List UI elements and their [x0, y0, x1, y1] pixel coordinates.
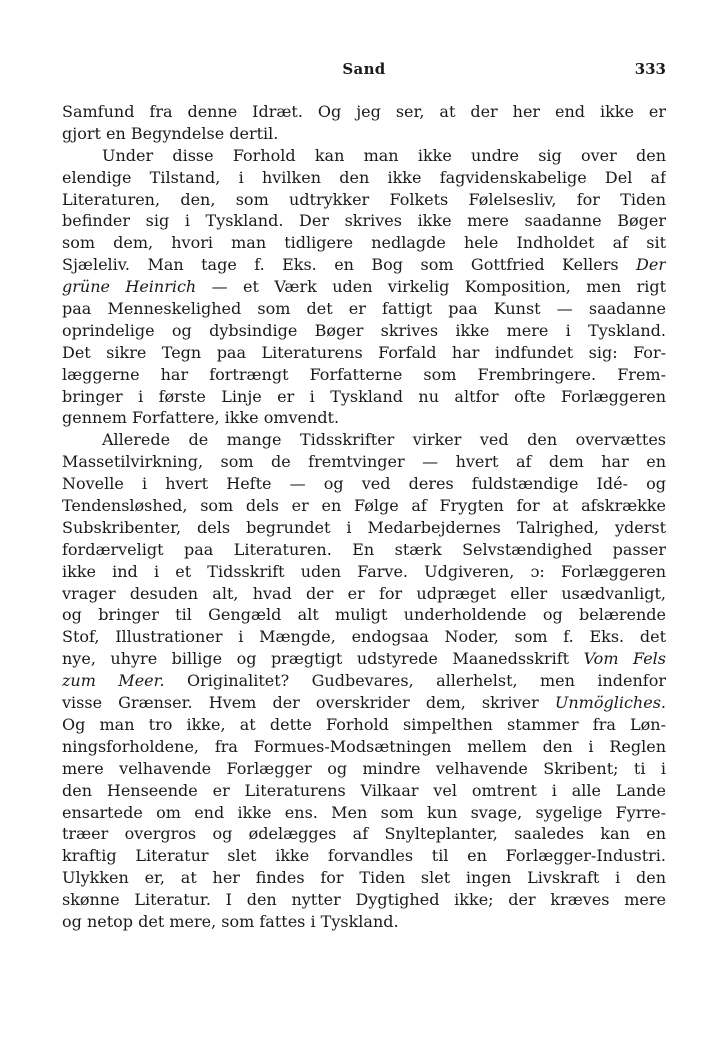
text-segment: — et Værk uden virkelig Komposition, men rigt [211, 277, 666, 297]
text-line: skønne Literatur. I den nytter Dygtighed ikke; der kræves mere [62, 890, 666, 910]
text-line [62, 648, 666, 670]
text-line: den Henseende er Literaturens Vilkaar vel omtrent i alle Lande [62, 780, 666, 800]
text-line: ikke ind i et Tidsskrift uden Farve. Udgiveren, ɔ: Forlæggeren [62, 561, 666, 581]
text-line: som dem, hvori man tidligere nedlagde hele Indholdet af sit [62, 233, 666, 253]
text-segment: Originalitet? Gudbevares, allerhelst, men indenfor [187, 671, 666, 691]
body-text [62, 101, 666, 933]
text-line: Subskribenter, dels begrundet i Medarbejdernes Talrighed, yderst [62, 517, 666, 537]
running-head: Sand [342, 60, 386, 78]
page-number: 333 [634, 60, 666, 78]
page-header [62, 60, 666, 86]
text-line: træer overgros og ødelægges af Snylteplanter, saaledes kan en [62, 824, 666, 844]
text-line: Novelle i hvert Hefte — og ved deres fuldstændige Idé- og [62, 474, 666, 494]
italic-title: Der [636, 255, 666, 275]
text-line: mere velhavende Forlægger og mindre velhavende Skribent; ti i [62, 758, 666, 778]
text-line: oprindelige og dybsindige Bøger skrives ikke mere i Tyskland. [62, 320, 666, 340]
text-line [62, 670, 666, 692]
text-line: Stof, Illustrationer i Mængde, endogsaa Noder, som f. Eks. det [62, 627, 666, 647]
text-line: Allerede de mange Tidsskrifter virker ved den overvættes [102, 430, 666, 450]
italic-title: Vom Fels [583, 649, 666, 669]
text-line: Ulykken er, at her findes for Tiden slet ingen Livskraft i den [62, 868, 666, 888]
text-line: Under disse Forhold kan man ikke undre sig over den [102, 145, 666, 165]
text-segment: Sjæleliv. Man tage f. Eks. en Bog som Gottfried Kellers [62, 255, 619, 275]
text-line: Det sikre Tegn paa Literaturens Forfald har indfundet sig: For- [62, 342, 666, 362]
text-line: læggerne har fortrængt Forfatterne som Frembringere. Frem- [62, 364, 666, 384]
text-line: befinder sig i Tyskland. Der skrives ikke mere saadanne Bøger [62, 211, 666, 231]
text-line: gjort en Begyndelse dertil. [62, 123, 279, 143]
text-line: ningsforholdene, fra Formues-Modsætningen mellem den i Reglen [62, 736, 666, 756]
text-line: elendige Tilstand, i hvilken den ikke fagvidenskabelige Del af [62, 167, 666, 187]
text-line: kraftig Literatur slet ikke forvandles til en Forlægger-Industri. [62, 846, 666, 866]
text-line: bringer i første Linje er i Tyskland nu altfor ofte Forlæggeren [62, 386, 666, 406]
text-line: og netop det mere, som fattes i Tyskland. [62, 911, 399, 931]
text-line: paa Menneskelighed som det er fattigt paa Kunst — saadanne [62, 299, 666, 319]
text-line: ensartede om end ikke ens. Men som kun svage, sygelige Fyrre- [62, 802, 666, 822]
text-segment: visse Grænser. Hvem der overskrider dem, skriver [62, 693, 539, 713]
text-line: Literaturen, den, som udtrykker Folkets Følelsesliv, for Tiden [62, 189, 666, 209]
text-line: og bringer til Gengæld alt muligt underholdende og belærende [62, 605, 666, 625]
italic-title: zum Meer. [62, 671, 165, 691]
text-line: Massetilvirkning, som de fremtvinger — hvert af dem har en [62, 452, 666, 472]
text-line: Samfund fra denne Idræt. Og jeg ser, at der her end ikke er [62, 102, 666, 121]
text-segment: nye, uhyre billige og prægtigt udstyrede Maanedsskrift [62, 649, 570, 669]
text-line: vrager desuden alt, hvad der er for udpræget eller usædvanligt, [62, 583, 666, 603]
italic-title: grüne Heinrich [62, 277, 197, 297]
text-line [62, 692, 666, 714]
text-line: fordærveligt paa Literaturen. En stærk Selvstændighed passer [62, 539, 666, 559]
text-line: Og man tro ikke, at dette Forhold simpelthen stammer fra Løn- [62, 714, 666, 734]
text-line [62, 254, 666, 276]
italic-title: Unmögliches. [554, 693, 666, 713]
text-line [62, 276, 666, 298]
text-line: Tendensløshed, som dels er en Følge af Frygten for at afskrække [62, 496, 666, 516]
text-line: gennem Forfattere, ikke omvendt. [62, 408, 340, 428]
